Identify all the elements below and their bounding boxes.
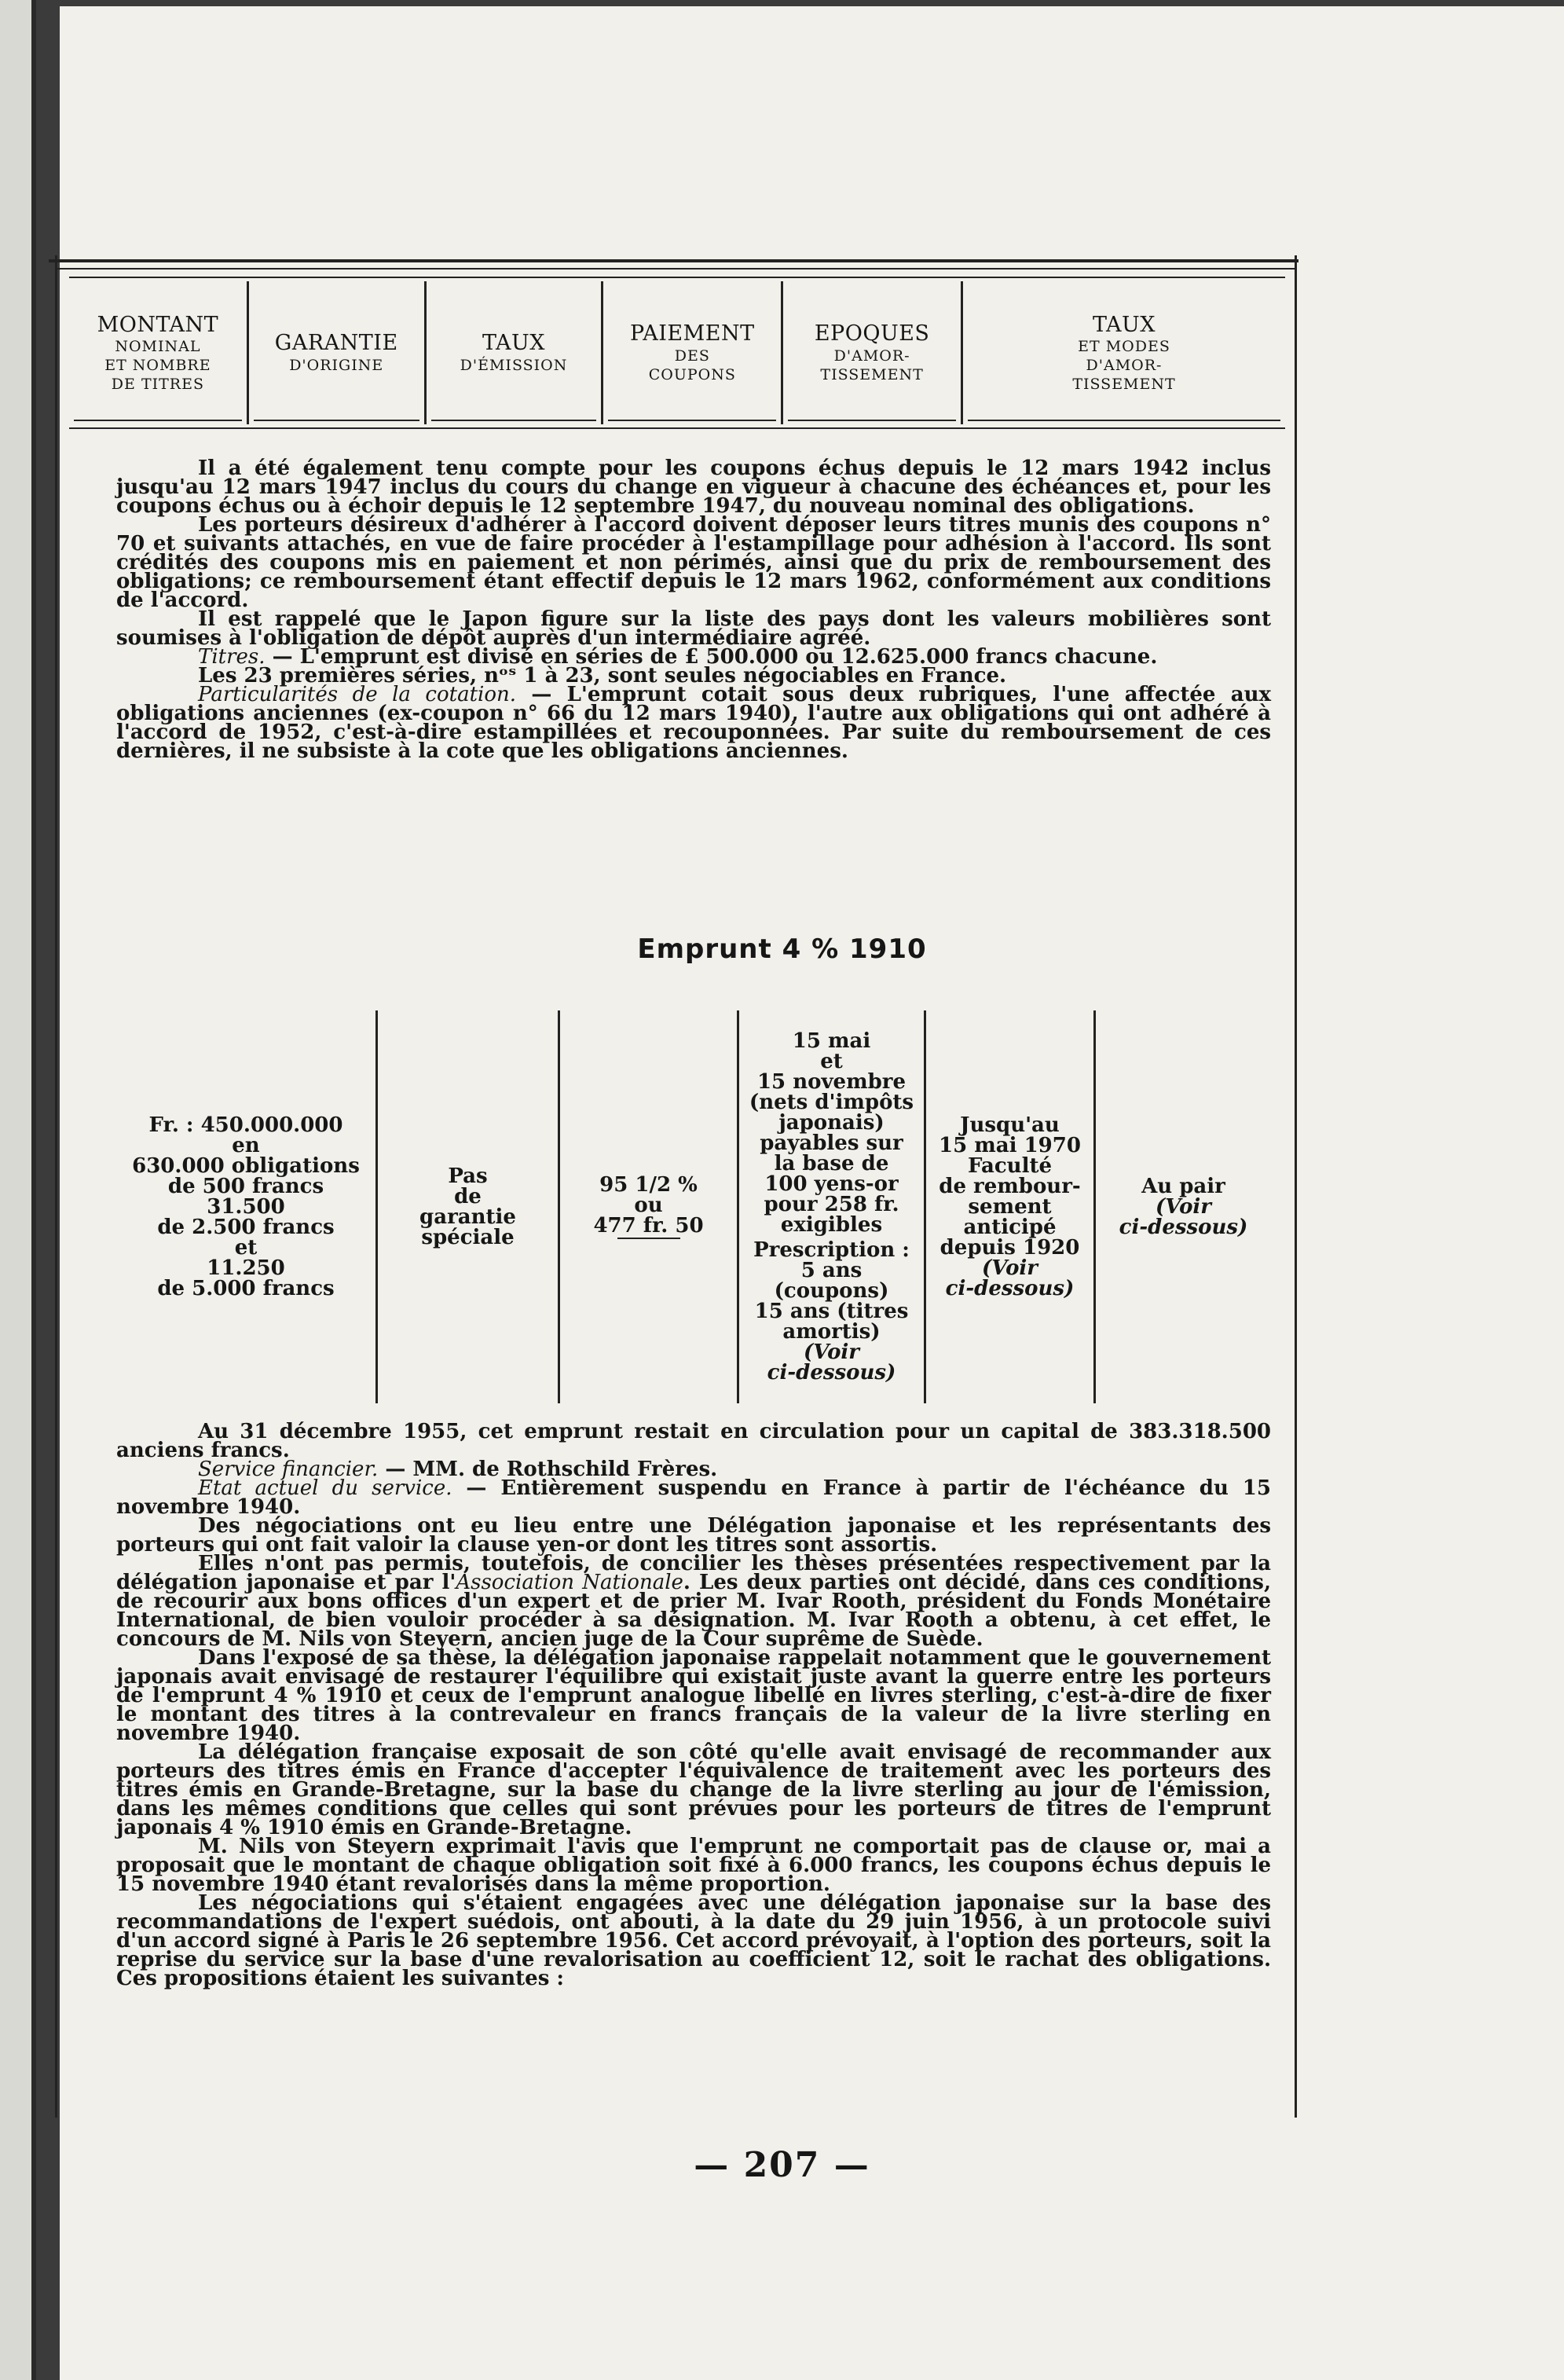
cell-line: 31.500	[207, 1195, 285, 1219]
cell-line: la base de	[774, 1152, 889, 1175]
page-number: — 207 —	[694, 2145, 870, 2185]
header-taux-title: TAUX	[482, 331, 546, 356]
cell-line: de 2.500 francs	[157, 1216, 335, 1239]
paragraph: Les négociations qui s'étaient engagées avec une délégation japonaise sur la base des recommandations de l'expert suédois, ont abouti, à la date du 29 juin 1956, à un protocole suivi d'un accord signé à Paris le 26 septembre 1956. Cet accord prévoyait, à l'option des porteurs, soit la reprise du service sur la base d'une revalorisation au coefficient 12, soit le rachat des obligations. Ces propositions étaient les suivantes :	[116, 1891, 1271, 1990]
label-etat-actuel: Etat actuel du service.	[198, 1476, 452, 1500]
adjacent-page-edge	[0, 0, 36, 2380]
header-epoques	[783, 281, 963, 424]
paragraph: Des négociations ont eu lieu entre une Délégation japonaise et les représentants des porteurs qui ont fait valoir la clause yen-or dont les titres sont assortis.	[116, 1514, 1271, 1557]
cell-line: spéciale	[421, 1226, 515, 1249]
cell-line: Pas	[448, 1164, 488, 1188]
paragraph: Les porteurs désireux d'adhérer à l'accord doivent déposer leurs titres munis des coupons n° 70 et suivants attachés, en vue de faire procéder à l'estampillage pour adhésion à l'accord. Ils sont crédités des coupons mis en paiement et non périmés, ainsi que du prix de remboursement des obligations; ce remboursement étant effectif depuis le 12 mars 1962, conformément aux conditions de l'accord.	[116, 513, 1271, 612]
cell-line: (nets d'impôts	[749, 1091, 914, 1114]
header-paiement-l3: COUPONS	[648, 365, 736, 383]
cell-line: de	[454, 1185, 482, 1208]
header-epoques-title: EPOQUES	[814, 321, 930, 347]
frame-top-rule-inner	[55, 268, 1295, 270]
cell-line: Fr. : 450.000.000	[148, 1113, 343, 1137]
cell-line: 95 1/2 %	[599, 1173, 698, 1197]
paragraph-text: — MM. de Rothschild Frères.	[378, 1458, 718, 1481]
header-cell-rule	[788, 420, 956, 421]
header-cell-rule	[431, 420, 597, 421]
paragraph-text: — L'emprunt cotait sous deux rubriques, l'une affectée aux obligations anciennes (ex-coupon n° 66 du 12 mars 1940), l'autre aux obligations qui ont adhéré à l'accord de 1952, c'est-à-dire estampillées et recouponnées. Par suite du remboursement de ces dernières, il ne subsiste à la cote que les obligations anciennes.	[116, 683, 1272, 763]
cell-line: 15 novembre	[756, 1070, 907, 1094]
cell-line: payables sur	[760, 1131, 903, 1155]
cell-line: (coupons)	[774, 1279, 889, 1303]
header-montant-l4: DE TITRES	[111, 375, 204, 393]
cell-montant	[116, 1010, 375, 1403]
cell-line: japonais)	[778, 1111, 885, 1135]
section-title: Emprunt 4 % 1910	[637, 933, 927, 965]
paragraph-text: — L'emprunt est divisé en séries de £ 500.000 ou 12.625.000 francs chacune.	[265, 645, 1158, 669]
header-bottom-rule	[69, 427, 1285, 429]
paragraph: Au 31 décembre 1955, cet emprunt restait en circulation pour un capital de 383.318.500 anciens francs.	[116, 1420, 1271, 1462]
cell-line: (Voir	[803, 1340, 859, 1364]
header-cell-rule	[608, 420, 776, 421]
header-cell-rule	[254, 420, 419, 421]
emprunt-table	[116, 1010, 1271, 1403]
paragraph: La délégation française exposait de son côté qu'elle avait envisagé de recommander aux porteurs des titres émis en France d'accepter l'équivalence de traitement avec les porteurs des titres émis en Grande-Bretagne, sur la base du change de la livre sterling au jour de l'émission, dans les mêmes conditions que celles qui sont prévues pour les porteurs de titres de l'emprunt japonais 4 % 1910 émis en Grande-Bretagne.	[116, 1740, 1271, 1839]
paragraph	[116, 1552, 1271, 1651]
association-nationale: Association Nationale	[456, 1571, 683, 1594]
cell-line: 5 ans	[800, 1259, 863, 1282]
cell-line: 477 fr. 50	[593, 1214, 704, 1238]
cell-line: (Voir	[1155, 1195, 1211, 1219]
paragraph-text: Elles n'ont pas permis, toutefois, de concilier les thèses présentées respectivement par la délégation japonaise et par l'	[116, 1552, 1271, 1594]
underline-rule	[617, 1238, 680, 1239]
header-taux-modes	[963, 281, 1285, 424]
header-montant	[69, 281, 249, 424]
header-montant-title: MONTANT	[97, 312, 219, 337]
cell-garantie	[378, 1010, 558, 1403]
cell-line: ci-dessous)	[1119, 1216, 1248, 1239]
paragraph	[116, 1476, 1271, 1519]
cell-line: Jusqu'au	[960, 1113, 1060, 1137]
cell-line: 15 mai 1970	[939, 1134, 1081, 1157]
cell-line: de 500 francs	[167, 1175, 324, 1198]
paragraph: Les 23 premières séries, nᵒˢ 1 à 23, sont seules négociables en France.	[198, 664, 1007, 688]
cell-line: et	[234, 1236, 258, 1260]
body-text	[116, 1422, 1271, 1988]
cell-line: ci-dessous)	[945, 1277, 1075, 1300]
header-taux-modes-l2: ET MODES	[1078, 338, 1170, 356]
header-cell-rule	[968, 420, 1280, 421]
cell-line: 630.000 obligations	[132, 1154, 360, 1178]
header-montant-l2: NOMINAL	[115, 338, 201, 356]
cell-line: depuis 1920	[939, 1236, 1080, 1260]
paragraph: Dans l'exposé de sa thèse, la délégation japonaise rappelait notamment que le gouvernement japonais avait envisagé de restaurer l'équilibre qui existait juste avant la guerre entre les porteurs de l'emprunt 4 % 1910 et ceux de l'emprunt analogue libellé en livres sterling, c'est-à-dire de fixer le montant des titres à la contrevaleur en francs français de la valeur de la livre sterling en novembre 1940.	[116, 1646, 1271, 1745]
prescription-label: Prescription :	[753, 1238, 910, 1262]
header-cell-rule	[74, 420, 242, 421]
header-taux-modes-l3: D'AMOR-	[1086, 357, 1163, 374]
cell-line: 15 mai	[792, 1029, 871, 1053]
frame-top-rule	[49, 259, 1298, 262]
paragraph: M. Nils von Steyern exprimait l'avis que l'emprunt ne comportait pas de clause or, mai a proposait que le montant de chaque obligation soit fixé à 6.000 francs, les coupons échus depuis le 15 novembre 1940 étant revalorisés dans la même proportion.	[116, 1835, 1271, 1896]
cell-line: et	[820, 1050, 843, 1073]
cell-taux	[560, 1010, 737, 1403]
cell-line: anticipé	[963, 1216, 1057, 1239]
cell-line: garantie	[419, 1205, 516, 1229]
label-particularites: Particularités de la cotation.	[198, 683, 517, 706]
cell-line: en	[232, 1134, 260, 1157]
header-epoques-l3: TISSEMENT	[820, 365, 924, 383]
header-garantie-l2: D'ORIGINE	[289, 357, 384, 374]
label-service-financier: Service financier.	[198, 1458, 379, 1481]
cell-line: exigibles	[780, 1213, 883, 1237]
cell-line: amortis)	[782, 1320, 881, 1344]
cell-line: de 5.000 francs	[157, 1277, 335, 1300]
cell-line: 100 yens-or	[764, 1172, 899, 1196]
cell-paiement	[739, 1010, 924, 1403]
cell-line: 15 ans (titres	[754, 1300, 909, 1323]
header-montant-l3: ET NOMBRE	[104, 357, 211, 374]
cell-line: ci-dessous)	[767, 1361, 896, 1384]
header-epoques-l2: D'AMOR-	[833, 347, 910, 365]
header-taux-modes-title: TAUX	[1093, 312, 1156, 337]
cell-line: de rembour-	[939, 1175, 1081, 1198]
cell-line: Faculté	[967, 1154, 1053, 1178]
column-header-row	[69, 281, 1285, 424]
paragraph-text: — Entièrement suspendu en France à partir de l'échéance du 15 novembre 1940.	[116, 1476, 1271, 1519]
cell-epoques	[926, 1010, 1093, 1403]
cell-line: Au pair	[1141, 1175, 1225, 1198]
header-taux-modes-l4: TISSEMENT	[1072, 375, 1176, 393]
header-paiement-l2: DES	[674, 347, 710, 365]
cell-modes	[1096, 1010, 1271, 1403]
paragraph-text: . Les deux parties ont décidé, dans ces conditions, de recourir aux bons offices d'un expert et de prier M. Ivar Rooth, président du Fonds Monétaire International, de bien vouloir procéder à sa désignation. M. Ivar Rooth a obtenu, à cet effet, le concours de M. Nils von Steyern, ancien juge de la Cour suprême de Suède.	[116, 1571, 1271, 1651]
cell-line: ou	[634, 1194, 663, 1217]
paragraph: Il a été également tenu compte pour les coupons échus depuis le 12 mars 1942 inclus jusqu'au 12 mars 1947 inclus du cours du change en vigueur à chacune des échéances et, pour les coupons échus ou à échoir depuis le 12 septembre 1947, du nouveau nominal des obligations.	[116, 457, 1271, 518]
header-paiement	[603, 281, 783, 424]
header-top-rule	[69, 277, 1285, 278]
paragraph: Il est rappelé que le Japon figure sur la liste des pays dont les valeurs mobilières sont soumises à l'obligation de dépôt auprès d'un intermédiaire agréé.	[116, 607, 1271, 650]
cell-line: (Voir	[981, 1256, 1038, 1280]
header-taux-emission	[427, 281, 604, 424]
cell-line: sement	[968, 1195, 1052, 1219]
header-garantie-title: GARANTIE	[274, 331, 398, 356]
intro-text	[116, 459, 1271, 761]
header-taux-l2: D'ÉMISSION	[460, 357, 568, 374]
header-paiement-title: PAIEMENT	[630, 321, 755, 347]
header-garantie	[249, 281, 427, 424]
paragraph	[116, 685, 1271, 761]
cell-line: 11.250	[207, 1256, 285, 1280]
label-titres: Titres.	[198, 645, 266, 669]
cell-line: pour 258 fr.	[764, 1193, 899, 1216]
